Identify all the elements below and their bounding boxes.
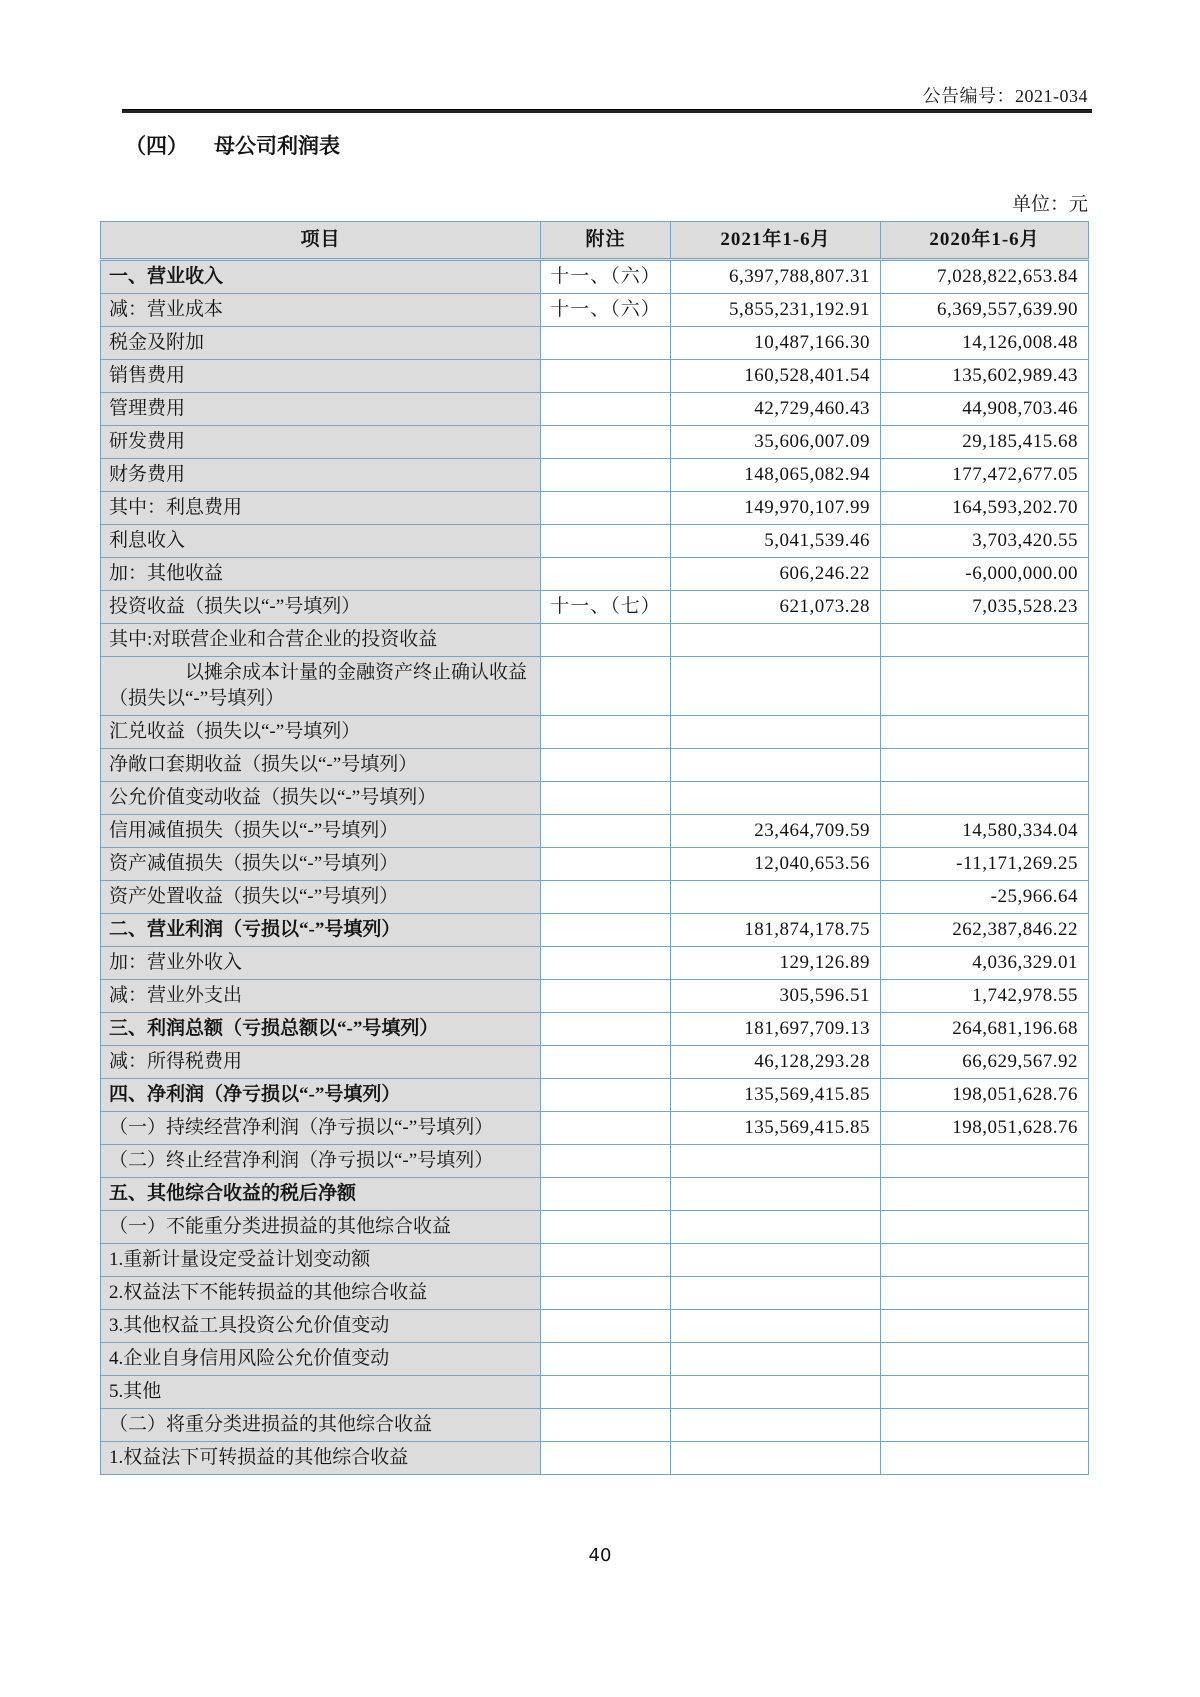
value-2020-cell: 44,908,703.46 [881, 393, 1089, 426]
note-cell [541, 327, 671, 360]
value-2021-cell [671, 1442, 881, 1475]
table-row [101, 1112, 1089, 1145]
value-2021-cell: 35,606,007.09 [671, 426, 881, 459]
table-row [101, 1211, 1089, 1244]
value-2021-cell [671, 1145, 881, 1178]
value-2021-cell: 12,040,653.56 [671, 848, 881, 881]
table-row [101, 260, 1089, 294]
income-statement-table [100, 221, 1089, 1475]
value-2021-cell [671, 1277, 881, 1310]
value-2020-cell [881, 782, 1089, 815]
item-cell: （一）持续经营净利润（净亏损以“-”号填列） [101, 1112, 541, 1145]
table-row [101, 1178, 1089, 1211]
table-row [101, 1277, 1089, 1310]
item-cell: 税金及附加 [101, 327, 541, 360]
table-header-row [101, 222, 1089, 260]
item-cell: 财务费用 [101, 459, 541, 492]
item-cell: 信用减值损失（损失以“-”号填列） [101, 815, 541, 848]
value-2021-cell: 5,855,231,192.91 [671, 294, 881, 327]
item-cell: 管理费用 [101, 393, 541, 426]
table-row [101, 459, 1089, 492]
value-2020-cell [881, 1376, 1089, 1409]
note-cell [541, 749, 671, 782]
value-2020-cell: -25,966.64 [881, 881, 1089, 914]
table-row [101, 591, 1089, 624]
table-row [101, 657, 1089, 716]
table-row [101, 1013, 1089, 1046]
item-cell: （一）不能重分类进损益的其他综合收益 [101, 1211, 541, 1244]
item-cell: 二、营业利润（亏损以“-”号填列） [101, 914, 541, 947]
value-2021-cell [671, 1178, 881, 1211]
note-cell [541, 815, 671, 848]
table-row [101, 294, 1089, 327]
value-2020-cell [881, 1211, 1089, 1244]
table-row [101, 749, 1089, 782]
item-cell: 净敞口套期收益（损失以“-”号填列） [101, 749, 541, 782]
value-2020-cell: 198,051,628.76 [881, 1079, 1089, 1112]
item-cell: 销售费用 [101, 360, 541, 393]
value-2020-cell [881, 1310, 1089, 1343]
note-cell [541, 1442, 671, 1475]
value-2020-cell: 6,369,557,639.90 [881, 294, 1089, 327]
value-2020-cell: 262,387,846.22 [881, 914, 1089, 947]
note-cell [541, 1409, 671, 1442]
item-cell: 2.权益法下不能转损益的其他综合收益 [101, 1277, 541, 1310]
value-2021-cell: 42,729,460.43 [671, 393, 881, 426]
note-cell [541, 360, 671, 393]
value-2020-cell: 135,602,989.43 [881, 360, 1089, 393]
value-2020-cell [881, 749, 1089, 782]
item-cell: 其中:对联营企业和合营企业的投资收益 [101, 624, 541, 657]
column-header-2: 2021年1-6月 [671, 222, 881, 260]
value-2021-cell: 305,596.51 [671, 980, 881, 1013]
note-cell [541, 1178, 671, 1211]
item-cell: 以摊余成本计量的金融资产终止确认收益（损失以“-”号填列） [101, 657, 541, 716]
note-cell [541, 459, 671, 492]
item-cell: 加：其他收益 [101, 558, 541, 591]
note-cell [541, 1310, 671, 1343]
table-row [101, 1376, 1089, 1409]
value-2020-cell: 7,035,528.23 [881, 591, 1089, 624]
table-row [101, 1409, 1089, 1442]
item-cell: 公允价值变动收益（损失以“-”号填列） [101, 782, 541, 815]
note-cell [541, 1013, 671, 1046]
column-header-0: 项目 [101, 222, 541, 260]
table-row [101, 716, 1089, 749]
table-row [101, 1244, 1089, 1277]
note-cell [541, 947, 671, 980]
value-2021-cell: 6,397,788,807.31 [671, 260, 881, 294]
value-2021-cell [671, 624, 881, 657]
note-cell [541, 1343, 671, 1376]
value-2020-cell [881, 624, 1089, 657]
value-2021-cell [671, 1343, 881, 1376]
value-2020-cell: 14,580,334.04 [881, 815, 1089, 848]
table-row [101, 1442, 1089, 1475]
item-cell: 研发费用 [101, 426, 541, 459]
table-row [101, 1145, 1089, 1178]
value-2021-cell: 149,970,107.99 [671, 492, 881, 525]
table-row [101, 525, 1089, 558]
note-cell: 十一、（六） [541, 260, 671, 294]
note-cell [541, 1244, 671, 1277]
value-2021-cell [671, 716, 881, 749]
value-2020-cell: 7,028,822,653.84 [881, 260, 1089, 294]
table-row [101, 492, 1089, 525]
table-row [101, 1343, 1089, 1376]
value-2020-cell [881, 1178, 1089, 1211]
item-cell: （二）将重分类进损益的其他综合收益 [101, 1409, 541, 1442]
announcement-number: 公告编号：2021-034 [922, 86, 1088, 106]
table-row [101, 782, 1089, 815]
value-2021-cell [671, 657, 881, 716]
note-cell: 十一、（七） [541, 591, 671, 624]
item-cell: 1.重新计量设定受益计划变动额 [101, 1244, 541, 1277]
item-cell: 减：所得税费用 [101, 1046, 541, 1079]
item-cell: 其中：利息费用 [101, 492, 541, 525]
table-row [101, 815, 1089, 848]
note-cell [541, 393, 671, 426]
section-title-text: 母公司利润表 [214, 134, 340, 158]
value-2021-cell [671, 881, 881, 914]
note-cell [541, 525, 671, 558]
unit-label: 单位：元 [1011, 194, 1088, 215]
item-cell: 减：营业外支出 [101, 980, 541, 1013]
table-row [101, 426, 1089, 459]
value-2021-cell: 46,128,293.28 [671, 1046, 881, 1079]
note-cell [541, 426, 671, 459]
note-cell [541, 1376, 671, 1409]
table-row [101, 848, 1089, 881]
table-row [101, 914, 1089, 947]
table-row [101, 327, 1089, 360]
item-cell: 四、净利润（净亏损以“-”号填列） [101, 1079, 541, 1112]
table-row [101, 980, 1089, 1013]
item-cell: 4.企业自身信用风险公允价值变动 [101, 1343, 541, 1376]
value-2021-cell [671, 1310, 881, 1343]
value-2020-cell [881, 1343, 1089, 1376]
note-cell [541, 624, 671, 657]
value-2020-cell: 264,681,196.68 [881, 1013, 1089, 1046]
value-2021-cell [671, 1211, 881, 1244]
note-cell [541, 980, 671, 1013]
note-cell [541, 1079, 671, 1112]
table-row [101, 360, 1089, 393]
value-2020-cell [881, 1277, 1089, 1310]
header-rule [122, 109, 1092, 113]
section-number: （四） [125, 134, 188, 158]
value-2021-cell: 135,569,415.85 [671, 1112, 881, 1145]
note-cell [541, 1211, 671, 1244]
table-header [101, 222, 1089, 260]
value-2020-cell: 3,703,420.55 [881, 525, 1089, 558]
value-2020-cell [881, 1244, 1089, 1277]
value-2020-cell [881, 657, 1089, 716]
value-2021-cell: 23,464,709.59 [671, 815, 881, 848]
item-cell: 资产处置收益（损失以“-”号填列） [101, 881, 541, 914]
note-cell [541, 1277, 671, 1310]
value-2020-cell [881, 1145, 1089, 1178]
table-row [101, 947, 1089, 980]
value-2021-cell: 129,126.89 [671, 947, 881, 980]
value-2020-cell [881, 716, 1089, 749]
value-2020-cell: -11,171,269.25 [881, 848, 1089, 881]
note-cell [541, 914, 671, 947]
value-2021-cell [671, 1244, 881, 1277]
item-cell: 加：营业外收入 [101, 947, 541, 980]
value-2021-cell: 160,528,401.54 [671, 360, 881, 393]
value-2021-cell [671, 1376, 881, 1409]
note-cell [541, 657, 671, 716]
note-cell [541, 848, 671, 881]
note-cell [541, 1145, 671, 1178]
value-2021-cell [671, 782, 881, 815]
value-2020-cell: 66,629,567.92 [881, 1046, 1089, 1079]
page-number: 40 [588, 1545, 612, 1566]
value-2020-cell [881, 1409, 1089, 1442]
value-2021-cell [671, 749, 881, 782]
note-cell [541, 881, 671, 914]
value-2020-cell [881, 1442, 1089, 1475]
item-cell: 资产减值损失（损失以“-”号填列） [101, 848, 541, 881]
table-row [101, 1310, 1089, 1343]
item-cell: 减：营业成本 [101, 294, 541, 327]
value-2020-cell: 198,051,628.76 [881, 1112, 1089, 1145]
item-cell: （二）终止经营净利润（净亏损以“-”号填列） [101, 1145, 541, 1178]
item-cell: 五、其他综合收益的税后净额 [101, 1178, 541, 1211]
note-cell [541, 558, 671, 591]
item-cell: 1.权益法下可转损益的其他综合收益 [101, 1442, 541, 1475]
column-header-3: 2020年1-6月 [881, 222, 1089, 260]
item-cell: 利息收入 [101, 525, 541, 558]
value-2021-cell: 148,065,082.94 [671, 459, 881, 492]
note-cell [541, 1112, 671, 1145]
value-2020-cell: -6,000,000.00 [881, 558, 1089, 591]
note-cell [541, 782, 671, 815]
value-2021-cell: 135,569,415.85 [671, 1079, 881, 1112]
value-2021-cell: 621,073.28 [671, 591, 881, 624]
section-title [125, 130, 340, 160]
table-row [101, 624, 1089, 657]
item-cell: 三、利润总额（亏损总额以“-”号填列） [101, 1013, 541, 1046]
item-cell: 一、营业收入 [101, 260, 541, 294]
value-2020-cell: 4,036,329.01 [881, 947, 1089, 980]
value-2020-cell: 1,742,978.55 [881, 980, 1089, 1013]
column-header-1: 附注 [541, 222, 671, 260]
table-row [101, 1079, 1089, 1112]
note-cell [541, 716, 671, 749]
item-cell: 5.其他 [101, 1376, 541, 1409]
value-2021-cell: 5,041,539.46 [671, 525, 881, 558]
table-row [101, 393, 1089, 426]
value-2021-cell: 606,246.22 [671, 558, 881, 591]
value-2020-cell: 177,472,677.05 [881, 459, 1089, 492]
item-cell: 汇兑收益（损失以“-”号填列） [101, 716, 541, 749]
table-row [101, 1046, 1089, 1079]
item-cell: 3.其他权益工具投资公允价值变动 [101, 1310, 541, 1343]
value-2021-cell [671, 1409, 881, 1442]
note-cell: 十一、（六） [541, 294, 671, 327]
table-row [101, 881, 1089, 914]
value-2021-cell: 10,487,166.30 [671, 327, 881, 360]
value-2020-cell: 29,185,415.68 [881, 426, 1089, 459]
note-cell [541, 1046, 671, 1079]
value-2021-cell: 181,874,178.75 [671, 914, 881, 947]
value-2020-cell: 14,126,008.48 [881, 327, 1089, 360]
note-cell [541, 492, 671, 525]
value-2020-cell: 164,593,202.70 [881, 492, 1089, 525]
item-cell: 投资收益（损失以“-”号填列） [101, 591, 541, 624]
value-2021-cell: 181,697,709.13 [671, 1013, 881, 1046]
table-row [101, 558, 1089, 591]
